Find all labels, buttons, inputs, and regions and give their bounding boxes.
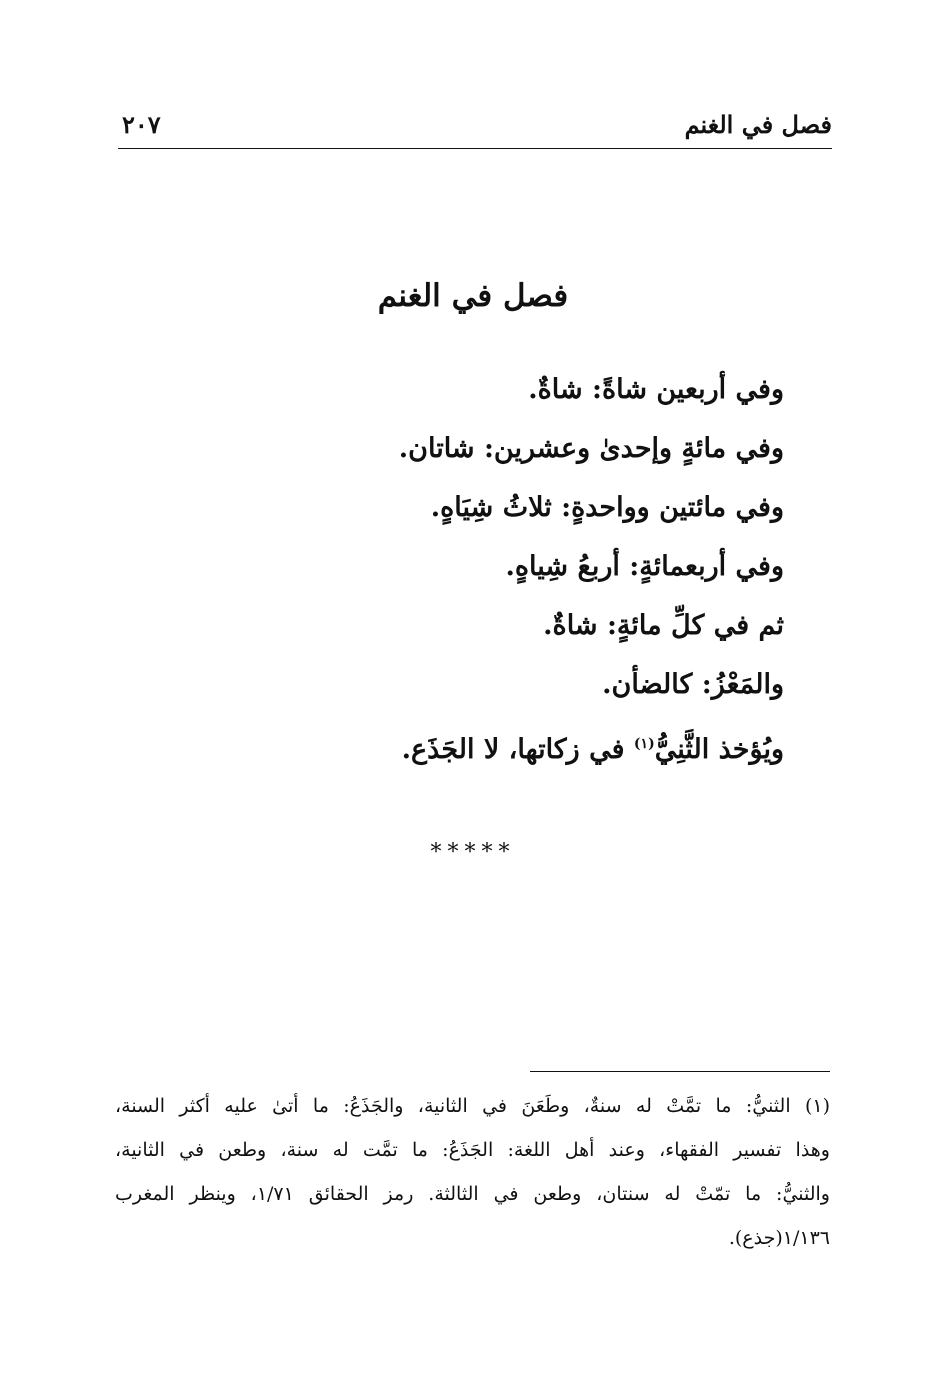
section-separator: ***** <box>430 840 516 865</box>
footnote-line: ١/١٣٦(جذع). <box>728 1227 830 1249</box>
verse-line: وفي مائةٍ وإحدىٰ وعشرين: شاتان. <box>398 433 784 464</box>
footnote-divider <box>530 1071 830 1072</box>
verse-line: وفي مائتين وواحدةٍ: ثلاثُ شِيَاهٍ. <box>430 492 784 523</box>
verse-list <box>264 365 784 778</box>
verse-text-after-ref: في زكاتها، لا الجَذَع. <box>401 734 634 765</box>
verse-line: وفي أربعين شاةً: شاةٌ. <box>528 374 784 405</box>
footnote-line: (١) الثنيُّ: ما تمَّتْ له سنةٌ، وطَعَنَ في الثانية، والجَذَعُ: ما أتىٰ عليه أكثر السنة، <box>115 1095 830 1117</box>
page-number: ٢٠٧ <box>122 110 161 139</box>
footnote-reference[interactable]: (١) <box>633 736 655 752</box>
running-header-title: فصل في الغنم <box>684 110 832 139</box>
verse-line: والمَعْزُ: كالضأن. <box>602 669 784 700</box>
verse-line: ثم في كلِّ مائةٍ: شاةٌ. <box>543 610 784 641</box>
verse-line-with-footnote <box>264 719 784 778</box>
footnote-line: وهذا تفسير الفقهاء، وعند أهل اللغة: الجَذَعُ: ما تمَّت له سنة، وطعن في الثانية، <box>115 1139 830 1161</box>
page-header <box>118 108 832 149</box>
footnote <box>115 1088 830 1264</box>
verse-line: وفي أربعمائةٍ: أربعُ شِياهٍ. <box>505 551 784 582</box>
verse-text-before-ref: ويُؤخذ الثَّنِيُّ <box>654 734 784 765</box>
footnote-line: والثنيُّ: ما تمّتْ له سنتان، وطعن في الثالثة. رمز الحقائق ١/٧١، وينظر المغرب <box>115 1183 830 1205</box>
chapter-title: فصل في الغنم <box>377 278 569 314</box>
